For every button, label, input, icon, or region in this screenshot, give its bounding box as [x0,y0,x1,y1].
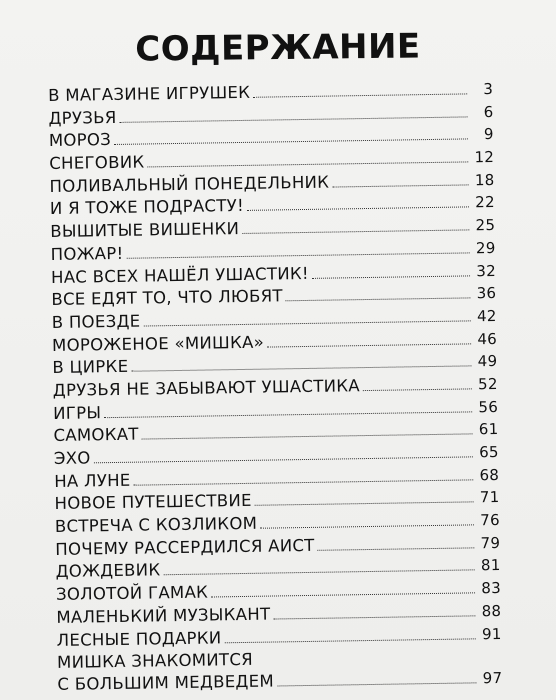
toc-entry-label-line1: МИШКА ЗНАКОМИТСЯ [56,650,254,673]
toc-entry-page: 32 [476,261,497,280]
toc-entry-page: 3 [483,80,494,99]
dot-leader [211,578,475,597]
dot-leader [163,556,474,576]
toc-entry-label: ДРУЗЬЯ [48,107,117,128]
toc-entry-page: 71 [479,488,500,507]
toc-entry-page: 42 [476,306,497,326]
toc-entry-label: МОРОЗ [48,130,112,151]
toc-entry-page: 36 [476,284,497,303]
toc-entry-page: 25 [475,216,496,235]
toc-entry-page: 18 [474,170,495,190]
dot-leader [286,284,471,302]
dot-leader [267,329,471,347]
toc-entry-page: 81 [480,556,501,575]
dot-leader [312,261,470,278]
toc-entry-label: ЗОЛОТОЙ ГАМАК [55,582,209,605]
toc-entry-label: ДРУЗЬЯ НЕ ЗАБЫВАЮТ УШАСТИКА [52,376,361,400]
dot-leader [277,669,477,687]
toc-entry-label: ВСТРЕЧА С КОЗЛИКОМ [54,513,258,537]
dot-leader [119,102,467,122]
dot-leader [332,170,469,187]
toc-entry-page: 79 [480,533,501,553]
toc-entry-label: ПОЧЕМУ РАССЕРДИЛСЯ АИСТ [55,535,315,559]
toc-entry-page: 49 [477,352,498,371]
toc-entry-label: МОРОЖЕНОЕ «МИШКА» [51,332,265,355]
dot-leader [147,147,468,167]
dot-leader [253,79,467,97]
toc-entry-page: 56 [478,397,499,416]
dot-leader [104,397,472,418]
toc-entry-label: НОВОЕ ПУТЕШЕСТВИЕ [54,491,252,514]
toc-entry-label: ЭХО [53,448,91,468]
dot-leader [242,216,469,235]
toc-entry-label: В ЦИРКЕ [52,357,129,378]
toc-entry-label: МАЛЕНЬКИЙ МУЗЫКАНТ [56,604,271,627]
toc-entry-label: В ПОЕЗДЕ [51,311,141,332]
toc-entry-label: НА ЛУНЕ [54,470,131,491]
toc-entry-label: ЛЕСНЫЕ ПОДАРКИ [56,627,222,650]
toc-entry-label: В МАГАЗИНЕ ИГРУШЕК [48,82,251,105]
toc-entry-label: ИГРЫ [53,402,102,423]
dot-leader [126,238,469,258]
toc-entry-page: 29 [475,238,496,258]
dot-leader [114,125,468,146]
toc-entry-label: ПОЖАР! [50,243,124,264]
dot-leader [273,601,475,619]
dot-leader [247,193,469,211]
toc-entry-label: НАС ВСЕХ НАШЁЛ УШАСТИК! [50,263,309,287]
toc-entry-page: 9 [483,125,494,144]
dot-leader [255,488,474,506]
toc-entry-label: САМОКАТ [53,424,139,446]
dot-leader [142,420,473,440]
toc-entry-page: 91 [481,624,502,643]
page-title: СОДЕРЖАНИЕ [135,26,421,70]
toc-entry-page: 22 [475,193,496,212]
toc-entry-page: 76 [480,511,501,530]
dot-leader [131,352,471,372]
toc-entry-page: 88 [481,601,502,621]
toc-entry-page: 83 [481,579,502,598]
toc-entry-label: И Я ТОЖЕ ПОДРАСТУ! [49,196,245,219]
toc-entry-last [57,645,503,697]
dot-leader [260,510,474,528]
dot-leader [133,465,473,485]
toc-entry-page: 52 [477,374,498,394]
toc-entry-page: 12 [474,148,495,167]
dot-leader [93,442,472,463]
toc-entry-page: 68 [479,465,500,484]
dot-leader [224,624,475,643]
toc-entry-label-line2: С БОЛЬШИМ МЕДВЕДЕМ [57,671,275,695]
toc-entry-page: 65 [478,442,499,462]
dot-leader [363,374,472,391]
toc-entry-label: ПОЛИВАЛЬНЫЙ ПОНЕДЕЛЬНИК [49,172,330,196]
toc-entry-page: 6 [483,102,494,121]
toc-entry-label: ВЫШИТЫЕ ВИШЕНКИ [50,219,240,242]
toc-entry-label: СНЕГОВИК [49,152,145,174]
toc-entry-label: ДОЖДЕВИК [55,560,161,582]
toc-list [48,78,502,652]
dot-leader [143,306,471,326]
toc-entry-page: 46 [477,329,498,348]
table-of-contents [48,78,503,697]
toc-entry-page: 61 [478,420,499,439]
dot-leader [317,533,474,550]
toc-entry-label: ВСЕ ЕДЯТ ТО, ЧТО ЛЮБЯТ [51,286,283,310]
toc-entry-page: 97 [482,669,503,688]
